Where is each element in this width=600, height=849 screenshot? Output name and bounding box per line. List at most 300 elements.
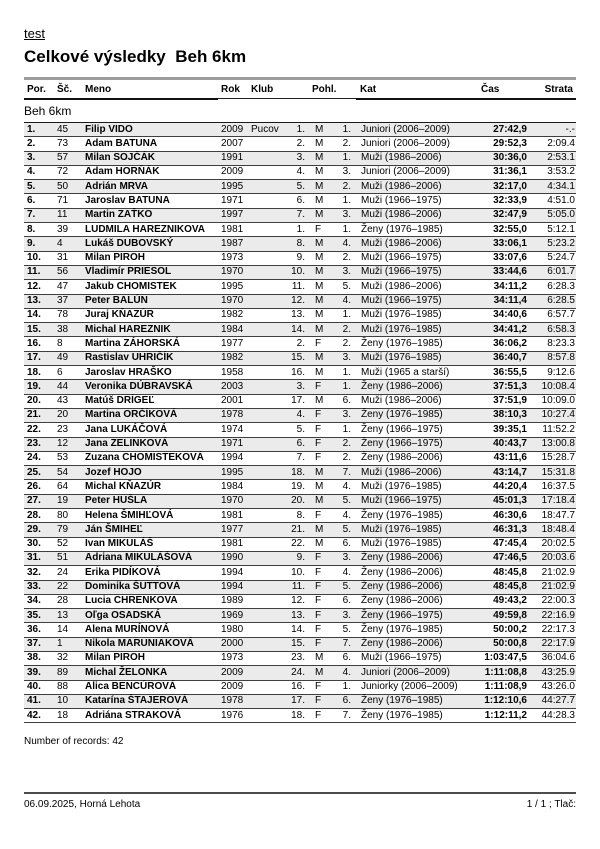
cell-por: 6. bbox=[27, 194, 36, 206]
cell-krank: 6. bbox=[342, 395, 351, 407]
cell-pohl: M bbox=[315, 666, 324, 678]
table-row bbox=[24, 652, 576, 666]
cell-pohl: M bbox=[315, 295, 324, 307]
table-row bbox=[24, 695, 576, 709]
cell-kat: Ženy (1976–1985) bbox=[361, 409, 443, 421]
cell-strata: 43:26.0 bbox=[541, 681, 575, 693]
cell-sc: 43 bbox=[57, 395, 69, 407]
cell-prank: 16. bbox=[291, 681, 305, 693]
cell-prank: 3. bbox=[296, 152, 305, 164]
cell-prank: 12. bbox=[291, 295, 305, 307]
table-row bbox=[24, 609, 576, 623]
cell-prank: 15. bbox=[291, 638, 305, 650]
cell-krank: 4. bbox=[342, 566, 351, 578]
cell-pohl: F bbox=[315, 438, 322, 450]
cell-rok: 1982 bbox=[221, 309, 244, 321]
cell-sc: 28 bbox=[57, 595, 69, 607]
cell-kat: Ženy (1976–1985) bbox=[361, 623, 443, 635]
cell-meno: Lukáš DUBOVSKÝ bbox=[85, 237, 174, 249]
cell-cas: 33:06,1 bbox=[493, 237, 527, 249]
cell-kat: Muži (1976–1985) bbox=[361, 352, 442, 364]
cell-cas: 1:11:08,8 bbox=[484, 666, 527, 678]
cell-krank: 4. bbox=[342, 237, 351, 249]
cell-krank: 3. bbox=[342, 409, 351, 421]
cell-cas: 32:47,9 bbox=[493, 209, 527, 221]
column-header-klub: Klub bbox=[251, 84, 274, 95]
table-row bbox=[24, 152, 576, 166]
cell-strata: 6:01.7 bbox=[547, 266, 575, 278]
section-label: Beh 6km bbox=[24, 99, 576, 123]
cell-prank: 10. bbox=[291, 266, 305, 278]
cell-strata: 3:53.2 bbox=[547, 166, 575, 178]
cell-cas: 33:44,6 bbox=[493, 266, 527, 278]
cell-pohl: F bbox=[315, 709, 322, 721]
cell-kat: Ženy (1986–2006) bbox=[361, 452, 443, 464]
cell-rok: 1974 bbox=[221, 423, 244, 435]
cell-krank: 2. bbox=[342, 137, 351, 149]
cell-prank: 7. bbox=[296, 452, 305, 464]
cell-sc: 39 bbox=[57, 223, 69, 235]
cell-krank: 6. bbox=[342, 538, 351, 550]
cell-pohl: F bbox=[315, 423, 322, 435]
cell-por: 19. bbox=[27, 380, 41, 392]
cell-rok: 2003 bbox=[221, 380, 244, 392]
cell-rok: 1984 bbox=[221, 323, 244, 335]
cell-prank: 6. bbox=[296, 438, 305, 450]
cell-strata: 5:12.1 bbox=[547, 223, 575, 235]
cell-prank: 4. bbox=[296, 409, 305, 421]
cell-krank: 2. bbox=[342, 323, 351, 335]
cell-sc: 22 bbox=[57, 581, 69, 592]
table-row bbox=[24, 295, 576, 309]
cell-meno: Nikola MARUNIAKOVÁ bbox=[85, 638, 194, 650]
cell-krank: 5. bbox=[342, 623, 351, 635]
cell-meno: Martina ZÁHORSKÁ bbox=[85, 337, 181, 349]
cell-cas: 1:11:08,9 bbox=[484, 681, 527, 693]
cell-kat: Muži (1986–2006) bbox=[361, 152, 442, 164]
cell-kat: Ženy (1976–1985) bbox=[361, 695, 443, 707]
cell-krank: 4. bbox=[342, 666, 351, 678]
table-row bbox=[24, 366, 576, 380]
cell-kat: Muži (1986–2006) bbox=[361, 280, 442, 292]
cell-por: 7. bbox=[27, 209, 36, 221]
cell-meno: Alica BENCÚROVÁ bbox=[85, 681, 177, 693]
cell-por: 34. bbox=[27, 595, 41, 607]
cell-rok: 1982 bbox=[221, 352, 244, 364]
cell-krank: 4. bbox=[342, 509, 351, 521]
cell-sc: 78 bbox=[57, 309, 69, 321]
cell-por: 30. bbox=[27, 538, 41, 550]
cell-cas: 34:40,6 bbox=[493, 309, 527, 321]
cell-strata: 6:28.3 bbox=[547, 280, 575, 292]
cell-sc: 73 bbox=[57, 137, 69, 149]
cell-rok: 1991 bbox=[221, 152, 244, 164]
cell-por: 17. bbox=[27, 352, 41, 364]
cell-cas: 50:00,2 bbox=[493, 623, 527, 635]
cell-klub: Pucov bbox=[251, 123, 279, 135]
cell-sc: 24 bbox=[57, 566, 69, 578]
table-row bbox=[24, 237, 576, 251]
cell-prank: 7. bbox=[296, 209, 305, 221]
cell-pohl: F bbox=[315, 681, 322, 693]
cell-rok: 1970 bbox=[221, 495, 244, 507]
cell-krank: 2. bbox=[342, 438, 351, 450]
cell-strata: 21:02.9 bbox=[541, 566, 575, 578]
cell-meno: Ivan MIKULÁŠ bbox=[85, 538, 154, 550]
cell-krank: 6. bbox=[342, 595, 351, 607]
cell-strata: 10:08.4 bbox=[541, 380, 575, 392]
cell-meno: Adam HORŇÁK bbox=[85, 166, 160, 178]
cell-rok: 2009 bbox=[221, 166, 244, 178]
cell-pohl: F bbox=[315, 337, 322, 349]
cell-prank: 20. bbox=[291, 495, 305, 507]
cell-por: 26. bbox=[27, 480, 41, 492]
cell-por: 27. bbox=[27, 495, 41, 507]
page-title: Celkové výsledky Beh 6km bbox=[24, 47, 247, 66]
cell-por: 3. bbox=[27, 152, 36, 164]
cell-sc: 11 bbox=[57, 209, 68, 221]
table-row bbox=[24, 638, 576, 652]
cell-sc: 10 bbox=[57, 695, 69, 707]
cell-meno: Peter BALÚN bbox=[85, 295, 148, 307]
cell-kat: Muži (1986–2006) bbox=[361, 395, 442, 407]
cell-strata: 11:52.2 bbox=[542, 423, 575, 435]
cell-por: 16. bbox=[27, 337, 41, 349]
cell-por: 37. bbox=[27, 638, 41, 650]
cell-strata: 15:31.8 bbox=[541, 466, 575, 478]
cell-pohl: M bbox=[315, 495, 324, 507]
cell-strata: 21:02.9 bbox=[541, 581, 575, 592]
table-row bbox=[24, 523, 576, 537]
cell-rok: 1995 bbox=[221, 466, 244, 478]
cell-pohl: F bbox=[315, 609, 322, 621]
cell-cas: 49:59,8 bbox=[493, 609, 527, 621]
cell-rok: 1994 bbox=[221, 581, 244, 592]
cell-kat: Muži (1986–2006) bbox=[361, 180, 442, 192]
table-row bbox=[24, 581, 576, 595]
cell-sc: 79 bbox=[57, 523, 69, 535]
cell-pohl: M bbox=[315, 137, 324, 149]
cell-krank: 1. bbox=[342, 194, 351, 206]
table-row bbox=[24, 280, 576, 294]
cell-meno: Milan SOJČÁK bbox=[85, 152, 156, 164]
table-row bbox=[24, 309, 576, 323]
cell-rok: 2009 bbox=[221, 666, 244, 678]
cell-rok: 1977 bbox=[221, 523, 244, 535]
cell-por: 41. bbox=[27, 695, 41, 707]
cell-meno: Milan PIROH bbox=[85, 252, 146, 264]
cell-pohl: F bbox=[315, 380, 322, 392]
cell-cas: 43:11,6 bbox=[493, 452, 527, 464]
table-row bbox=[24, 566, 576, 580]
cell-cas: 38:10,3 bbox=[493, 409, 527, 421]
cell-meno: Michal KŇAZÚR bbox=[85, 480, 162, 492]
table-row bbox=[24, 480, 576, 494]
cell-prank: 5. bbox=[296, 423, 305, 435]
cell-por: 25. bbox=[27, 466, 41, 478]
cell-por: 5. bbox=[27, 180, 36, 192]
cell-por: 39. bbox=[27, 666, 41, 678]
cell-rok: 1971 bbox=[221, 194, 244, 206]
cell-cas: 45:01,3 bbox=[493, 495, 527, 507]
cell-por: 42. bbox=[27, 709, 41, 721]
cell-kat: Ženy (1986–2006) bbox=[361, 566, 443, 578]
cell-cas: 36:06,2 bbox=[493, 337, 527, 349]
cell-prank: 12. bbox=[291, 595, 305, 607]
cell-kat: Ženy (1976–1985) bbox=[361, 509, 443, 521]
cell-sc: 18 bbox=[57, 709, 69, 721]
cell-cas: 34:41,2 bbox=[493, 323, 527, 335]
cell-kat: Muži (1986–2006) bbox=[361, 237, 442, 249]
cell-strata: 20:03.6 bbox=[541, 552, 575, 564]
cell-sc: 56 bbox=[57, 266, 69, 278]
column-header-cas: Čas bbox=[481, 84, 500, 95]
cell-meno: Martin ZAŤKO bbox=[85, 209, 153, 221]
cell-meno: Matúš DRÍGEĽ bbox=[85, 395, 155, 407]
table-row bbox=[24, 666, 576, 680]
cell-meno: Adam BATUNA bbox=[85, 137, 158, 149]
cell-prank: 17. bbox=[291, 695, 305, 707]
cell-sc: 23 bbox=[57, 423, 69, 435]
cell-pohl: M bbox=[315, 523, 324, 535]
cell-strata: 6:28.5 bbox=[547, 295, 575, 307]
cell-meno: Jana LUKÁČOVÁ bbox=[85, 423, 168, 435]
cell-por: 12. bbox=[27, 280, 41, 292]
cell-prank: 4. bbox=[296, 166, 305, 178]
cell-krank: 1. bbox=[342, 309, 351, 321]
cell-strata: 18:48.4 bbox=[541, 523, 575, 535]
cell-rok: 1981 bbox=[221, 509, 244, 521]
cell-meno: Ján ŠMIHEĽ bbox=[85, 523, 143, 535]
cell-por: 36. bbox=[27, 623, 41, 635]
column-header-rok: Rok bbox=[221, 84, 240, 95]
cell-por: 4. bbox=[27, 166, 36, 178]
cell-cas: 32:55,0 bbox=[493, 223, 527, 235]
cell-cas: 50:00,8 bbox=[493, 638, 527, 650]
cell-pohl: M bbox=[315, 466, 324, 478]
cell-krank: 1. bbox=[342, 423, 351, 435]
cell-prank: 22. bbox=[291, 538, 305, 550]
cell-krank: 3. bbox=[342, 552, 351, 564]
cell-meno: LUDMILA HAREZNIKOVA bbox=[85, 223, 205, 235]
cell-sc: 89 bbox=[57, 666, 69, 678]
cell-prank: 8. bbox=[296, 509, 305, 521]
table-row bbox=[24, 438, 576, 452]
table-row bbox=[24, 194, 576, 208]
cell-krank: 4. bbox=[342, 480, 351, 492]
cell-strata: -.- bbox=[565, 123, 575, 135]
cell-sc: 80 bbox=[57, 509, 69, 521]
cell-krank: 4. bbox=[342, 295, 351, 307]
cell-pohl: M bbox=[315, 166, 324, 178]
cell-strata: 5:24.7 bbox=[547, 252, 575, 264]
cell-kat: Muži (1966–1975) bbox=[361, 295, 442, 307]
cell-meno: Erika PIDÍKOVÁ bbox=[85, 566, 161, 578]
cell-kat: Muži (1976–1985) bbox=[361, 523, 442, 535]
table-row bbox=[24, 509, 576, 523]
cell-prank: 5. bbox=[296, 180, 305, 192]
cell-cas: 34:11,2 bbox=[493, 280, 527, 292]
table-row bbox=[24, 252, 576, 266]
cell-sc: 71 bbox=[57, 194, 69, 206]
cell-rok: 1973 bbox=[221, 252, 244, 264]
cell-rok: 1995 bbox=[221, 280, 244, 292]
cell-meno: Martina ORČÍKOVÁ bbox=[85, 409, 178, 421]
cell-por: 22. bbox=[27, 423, 41, 435]
cell-rok: 1981 bbox=[221, 538, 244, 550]
cell-pohl: M bbox=[315, 237, 324, 249]
table-row bbox=[24, 209, 576, 223]
cell-strata: 2:53.1 bbox=[547, 152, 575, 164]
cell-pohl: F bbox=[315, 581, 322, 592]
cell-sc: 54 bbox=[57, 466, 69, 478]
cell-por: 35. bbox=[27, 609, 41, 621]
cell-prank: 19. bbox=[291, 480, 305, 492]
cell-pohl: M bbox=[315, 280, 324, 292]
cell-krank: 5. bbox=[342, 495, 351, 507]
cell-por: 9. bbox=[27, 237, 36, 249]
cell-rok: 1970 bbox=[221, 266, 244, 278]
cell-prank: 10. bbox=[291, 566, 305, 578]
cell-sc: 57 bbox=[57, 152, 69, 164]
column-header-por: Por. bbox=[27, 84, 46, 95]
cell-strata: 22:17.3 bbox=[541, 623, 575, 635]
cell-strata: 8:57.8 bbox=[547, 352, 575, 364]
cell-strata: 8:23.3 bbox=[547, 337, 575, 349]
cell-meno: Juraj KŇAZÚR bbox=[85, 309, 154, 321]
cell-sc: 53 bbox=[57, 452, 69, 464]
cell-rok: 1984 bbox=[221, 480, 244, 492]
cell-pohl: F bbox=[315, 638, 322, 650]
footer-page-info: 1 / 1 ; Tlač: bbox=[526, 799, 576, 810]
cell-rok: 1958 bbox=[221, 366, 244, 378]
cell-meno: Jakub CHOMISTEK bbox=[85, 280, 177, 292]
cell-kat: Ženy (1976–1985) bbox=[361, 223, 443, 235]
cell-kat: Muži (1966–1975) bbox=[361, 252, 442, 264]
cell-pohl: F bbox=[315, 695, 322, 707]
cell-pohl: M bbox=[315, 266, 324, 278]
cell-sc: 4 bbox=[57, 237, 63, 249]
table-row bbox=[24, 423, 576, 437]
cell-kat: Muži (1966–1975) bbox=[361, 652, 442, 664]
table-row bbox=[24, 466, 576, 480]
cell-kat: Ženy (1986–2006) bbox=[361, 595, 443, 607]
cell-meno: Rastislav UHRIČÍK bbox=[85, 352, 174, 364]
cell-pohl: F bbox=[315, 509, 322, 521]
cell-rok: 2009 bbox=[221, 123, 244, 135]
table-row bbox=[24, 538, 576, 552]
cell-pohl: M bbox=[315, 180, 324, 192]
cell-prank: 3. bbox=[296, 380, 305, 392]
cell-cas: 36:55,5 bbox=[493, 366, 527, 378]
cell-por: 38. bbox=[27, 652, 41, 664]
page-footer bbox=[24, 792, 576, 810]
cell-pohl: F bbox=[315, 452, 322, 464]
cell-prank: 16. bbox=[291, 366, 305, 378]
cell-rok: 2009 bbox=[221, 681, 244, 693]
cell-meno: Filip VIDO bbox=[85, 123, 133, 135]
cell-strata: 43:25.9 bbox=[541, 666, 575, 678]
cell-strata: 22:17.9 bbox=[541, 638, 575, 650]
cell-pohl: M bbox=[315, 652, 324, 664]
cell-cas: 36:40,7 bbox=[493, 352, 527, 364]
cell-krank: 7. bbox=[342, 638, 351, 650]
cell-cas: 47:46,5 bbox=[493, 552, 527, 564]
table-row bbox=[24, 452, 576, 466]
cell-meno: Helena ŠMIHĽOVÁ bbox=[85, 509, 174, 521]
cell-krank: 2. bbox=[342, 337, 351, 349]
cell-rok: 2000 bbox=[221, 638, 244, 650]
cell-sc: 45 bbox=[57, 123, 69, 135]
cell-kat: Ženy (1986–2006) bbox=[361, 552, 443, 564]
cell-rok: 2007 bbox=[221, 137, 244, 149]
cell-cas: 47:45,4 bbox=[493, 538, 527, 550]
cell-krank: 2. bbox=[342, 180, 351, 192]
cell-por: 29. bbox=[27, 523, 41, 535]
cell-krank: 1. bbox=[342, 152, 351, 164]
cell-sc: 6 bbox=[57, 366, 63, 378]
cell-por: 1. bbox=[27, 123, 36, 135]
footer-date-location: 06.09.2025, Horná Lehota bbox=[24, 799, 141, 810]
cell-prank: 9. bbox=[296, 552, 305, 564]
cell-strata: 36:04.6 bbox=[541, 652, 575, 664]
cell-krank: 5. bbox=[342, 581, 351, 592]
cell-meno: Adriána STRAKOVÁ bbox=[85, 709, 182, 721]
cell-por: 33. bbox=[27, 581, 41, 592]
cell-strata: 22:16.9 bbox=[541, 609, 575, 621]
cell-strata: 4:51.0 bbox=[547, 194, 575, 206]
cell-por: 23. bbox=[27, 438, 41, 450]
cell-meno: Jaroslav BATUNA bbox=[85, 194, 170, 206]
cell-meno: Adrián MRVA bbox=[85, 180, 148, 192]
cell-rok: 1973 bbox=[221, 652, 244, 664]
cell-strata: 18:47.7 bbox=[541, 509, 575, 521]
cell-kat: Ženy (1966–1975) bbox=[361, 609, 443, 621]
cell-meno: Katarína ŠTAJEROVÁ bbox=[85, 695, 189, 707]
cell-meno: Jaroslav HRAŠKO bbox=[85, 366, 172, 378]
cell-strata: 10:27.4 bbox=[541, 409, 575, 421]
cell-krank: 3. bbox=[342, 352, 351, 364]
cell-strata: 44:28.3 bbox=[541, 709, 575, 721]
cell-strata: 44:27.7 bbox=[541, 695, 575, 707]
cell-pohl: M bbox=[315, 209, 324, 221]
table-row bbox=[24, 323, 576, 337]
cell-pohl: M bbox=[315, 123, 324, 135]
cell-pohl: M bbox=[315, 480, 324, 492]
cell-strata: 2:09.4 bbox=[547, 137, 575, 149]
table-row bbox=[24, 552, 576, 566]
cell-sc: 12 bbox=[57, 438, 69, 450]
table-row bbox=[24, 166, 576, 180]
cell-kat: Juniori (2006–2009) bbox=[361, 137, 450, 149]
cell-rok: 1970 bbox=[221, 295, 244, 307]
cell-pohl: F bbox=[315, 566, 322, 578]
cell-sc: 51 bbox=[57, 552, 69, 564]
cell-por: 24. bbox=[27, 452, 41, 464]
cell-sc: 20 bbox=[57, 409, 69, 421]
cell-sc: 8 bbox=[57, 337, 63, 349]
cell-por: 14. bbox=[27, 309, 41, 321]
cell-rok: 1995 bbox=[221, 180, 244, 192]
cell-sc: 37 bbox=[57, 295, 69, 307]
cell-rok: 1994 bbox=[221, 452, 244, 464]
cell-pohl: F bbox=[315, 595, 322, 607]
cell-krank: 5. bbox=[342, 523, 351, 535]
cell-sc: 49 bbox=[57, 352, 69, 364]
cell-por: 11. bbox=[27, 266, 41, 278]
column-header-pohl: Pohl. bbox=[312, 84, 337, 95]
header-underline-right bbox=[356, 98, 576, 100]
